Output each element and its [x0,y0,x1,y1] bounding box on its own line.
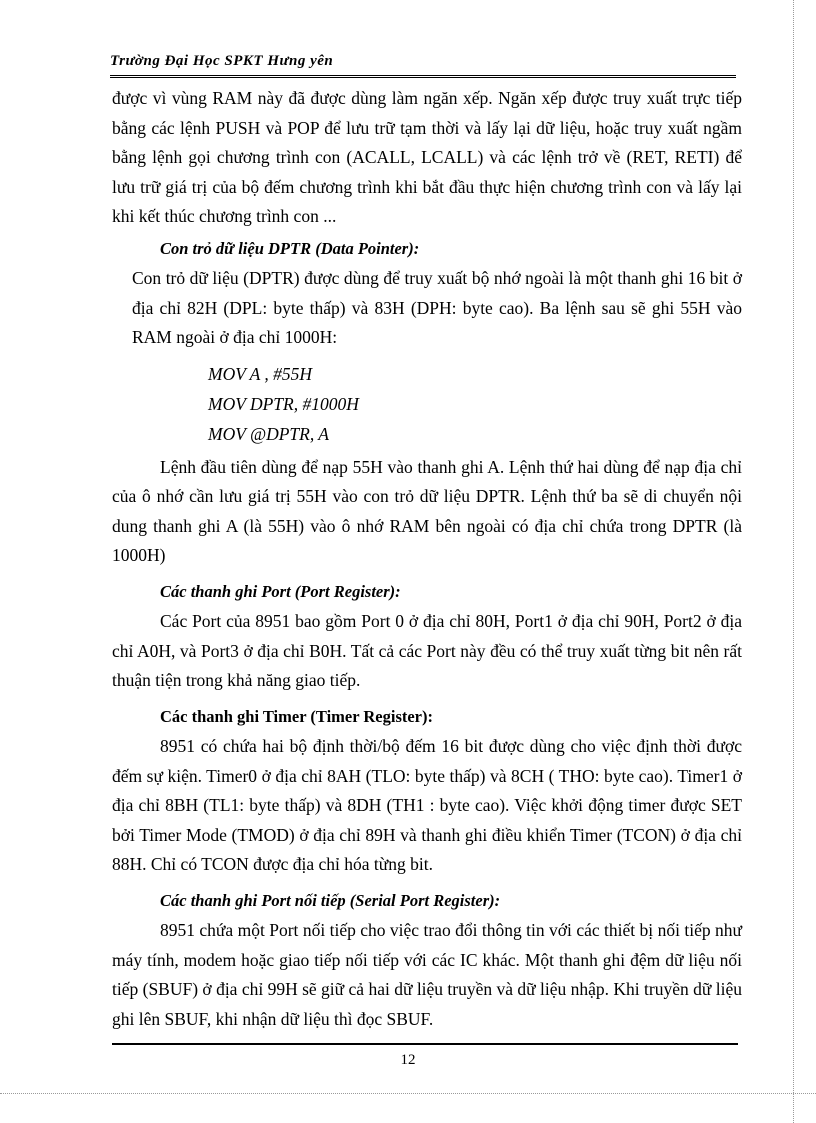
timer-paragraph: 8951 có chứa hai bộ định thời/bộ đếm 16 bit được dùng cho việc định thời được đếm sự kiện. Timer0 ở địa chỉ 8AH (TLO: byte thấp) và 8CH ( THO: byte cao). Timer1 ở địa chỉ 8BH (TL1: byte thấp) và 8DH (TH1 : byte cao). Việc khởi động timer được SET bởi Timer Mode (TMOD) ở địa chỉ 89H và thanh ghi điều khiển Timer (TCON) ở địa chỉ 88H. Chỉ có TCON được địa chỉ hóa từng bit. [112,736,742,874]
code-line-3: MOV @DPTR, A [208,423,329,444]
footer-rule [112,1043,738,1045]
page-edge-guide-vertical [793,0,794,1123]
dptr-explanation: Lệnh đầu tiên dùng để nạp 55H vào thanh ghi A. Lệnh thứ hai dùng để nạp địa chỉ của ô nhớ cần lưu giá trị 55H vào con trỏ dữ liệu DPTR. Lệnh thứ ba sẽ di chuyển nội dung thanh ghi A (là 55H) vào ô nhớ RAM bên ngoài có địa chỉ chứa trong DPTR (là 1000H) [112,456,742,565]
dptr-heading: Con trỏ dữ liệu DPTR (Data Pointer): [160,238,420,258]
page-body [112,84,742,1034]
page-number: 12 [400,1052,416,1068]
timer-heading: Các thanh ghi Timer (Timer Register): [160,706,433,726]
header-rule [110,75,736,78]
serial-heading: Các thanh ghi Port nối tiếp (Serial Port Register): [160,890,501,910]
intro-paragraph: được vì vùng RAM này đã được dùng làm ngăn xếp. Ngăn xếp được truy xuất trực tiếp bằng các lệnh PUSH và POP để lưu trữ tạm thời và lấy lại dữ liệu, hoặc truy xuất ngầm bằng lệnh gọi chương trình con (ACALL, LCALL) và các lệnh trở về (RET, RETI) để lưu trữ giá trị của bộ đếm chương trình khi bắt đầu thực hiện chương trình con và lấy lại khi kết thúc chương trình con ... [112,88,742,226]
port-paragraph: Các Port của 8951 bao gồm Port 0 ở địa chỉ 80H, Port1 ở địa chỉ 90H, Port2 ở địa chỉ A0H, và Port3 ở địa chỉ B0H. Tất cả các Port này đều có thể truy xuất từng bit nên rất thuận tiện trong khả năng giao tiếp. [112,611,742,690]
page-header: Trường Đại Học SPKT Hưng yên [110,53,334,69]
page-edge-guide-horizontal [0,1093,816,1094]
serial-paragraph: 8951 chứa một Port nối tiếp cho việc trao đổi thông tin với các thiết bị nối tiếp như máy tính, modem hoặc giao tiếp nối tiếp với các IC khác. Một thanh ghi đệm dữ liệu nối tiếp (SBUF) ở địa chỉ 99H sẽ giữ cả hai dữ liệu truyền và dữ liệu nhập. Khi truyền dữ liệu ghi lên SBUF, khi nhận dữ liệu thì đọc SBUF. [112,920,742,1029]
port-heading: Các thanh ghi Port (Port Register): [160,581,401,601]
code-line-1: MOV A , #55H [208,363,313,384]
dptr-paragraph: Con trỏ dữ liệu (DPTR) được dùng để truy xuất bộ nhớ ngoài là một thanh ghi 16 bit ở địa chỉ 82H (DPL: byte thấp) và 83H (DPH: byte cao). Ba lệnh sau sẽ ghi 55H vào RAM ngoài ở địa chỉ 1000H: [132,268,742,347]
code-line-2: MOV DPTR, #1000H [208,393,359,414]
